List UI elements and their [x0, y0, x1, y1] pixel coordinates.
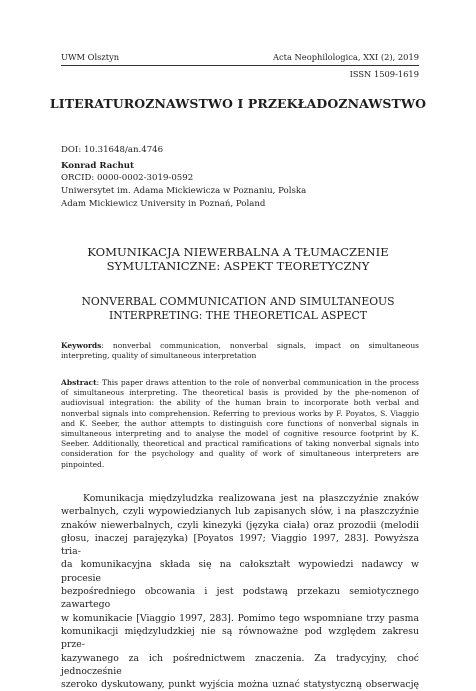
body-line: werbalnych, czyli wypowiedzianych lub zapisanych słów, i na płaszczyźnie	[61, 506, 419, 518]
body-line: bezpośredniego obcowania i jest podstawą przekazu semiotycznego zawartego	[61, 586, 419, 611]
issn-line: ISSN 1509-1619	[349, 69, 419, 79]
doi: DOI: 10.31648/an.4746	[61, 145, 164, 155]
article-title-pl-line: KOMUNIKACJA NIEWERBALNA A TŁUMACZENIE	[87, 245, 389, 259]
keywords	[61, 341, 419, 361]
body-line: głosu, inaczej parajęzyka) [Poyatos 1997; Viaggio 1997, 283]. Powyższa tria-	[61, 532, 419, 558]
article-title-pl	[0, 245, 476, 273]
body-line: kazywanego za ich pośrednictwem znaczenia. Za tradycyjny, choć jednocześnie	[61, 652, 419, 677]
section-title: LITERATUROZNAWSTWO I PRZEKŁADOZNAWSTWO	[49, 96, 427, 111]
keywords-text: : nonverbal communication, nonverbal signals, impact on simultaneous interpreting, quality of simultaneous interpretation	[61, 341, 419, 361]
body-line: Komunikacja międzyludzka realizowana jest na płaszczyźnie znaków	[83, 493, 419, 504]
affiliation-en: Adam Mickiewicz University in Poznań, Poland	[61, 199, 266, 209]
body-line: szeroko dyskutowany, punkt wyjścia można uznać statystyczną obserwację	[61, 679, 419, 691]
article-title-en-line: NONVERBAL COMMUNICATION AND SIMULTANEOUS	[81, 295, 395, 308]
abstract-text: : This paper draws attention to the role of nonverbal communication in the process of simultaneous interpreting. The theoretical basis is provided by the phe-nomenon of audiovisual integration: the ability of the human brain to incorporate both verbal and nonverbal signals into comprehension. Referring to previous works by F. Poyatos, S. Viaggio and K. Seeber, the author attempts to distinguish core functions of nonverbal signals in simultaneous interpreting and to analyse the model of cognitive resource footprint by K. Seeber. Additionally, theoretical and practical ramifications of taking nonverbal signals into consideration for the psychology and quality of work of simultaneous interpreters are pinpointed.	[61, 378, 419, 469]
abstract	[61, 378, 419, 470]
keywords-label: Keywords	[61, 341, 102, 350]
body-paragraph	[61, 492, 419, 691]
body-line: komunikacji międzyludzkiej nie są równoważne pod względem zakresu prze-	[61, 625, 419, 651]
orcid: ORCID: 0000-0002-3019-0592	[61, 173, 194, 183]
affiliation-pl: Uniwersytet im. Adama Mickiewicza w Poznaniu, Polska	[61, 186, 307, 196]
body-line: da komunikacyjna składa się na całokształt wypowiedzi nadawcy w procesie	[61, 559, 419, 584]
article-title-en-line: INTERPRETING: THE THEORETICAL ASPECT	[108, 309, 368, 323]
body-line: znaków niewerbalnych, czyli kinezyki (języka ciała) oraz prozodii (melodii	[61, 519, 419, 531]
author-name: Konrad Rachut	[61, 161, 134, 171]
abstract-label: Abstract	[61, 378, 97, 387]
article-title-pl-line: SYMULTANICZNE: ASPEKT TEORETYCZNY	[106, 259, 370, 274]
running-header-right: Acta Neophilologica, XXI (2), 2019	[272, 52, 419, 62]
article-title-en	[0, 295, 476, 323]
header-rule	[61, 65, 419, 66]
running-header-left: UWM Olsztyn	[61, 52, 120, 62]
body-line: w komunikacie [Viaggio 1997, 283]. Pomimo tego wspomniane trzy pasma	[61, 612, 419, 624]
